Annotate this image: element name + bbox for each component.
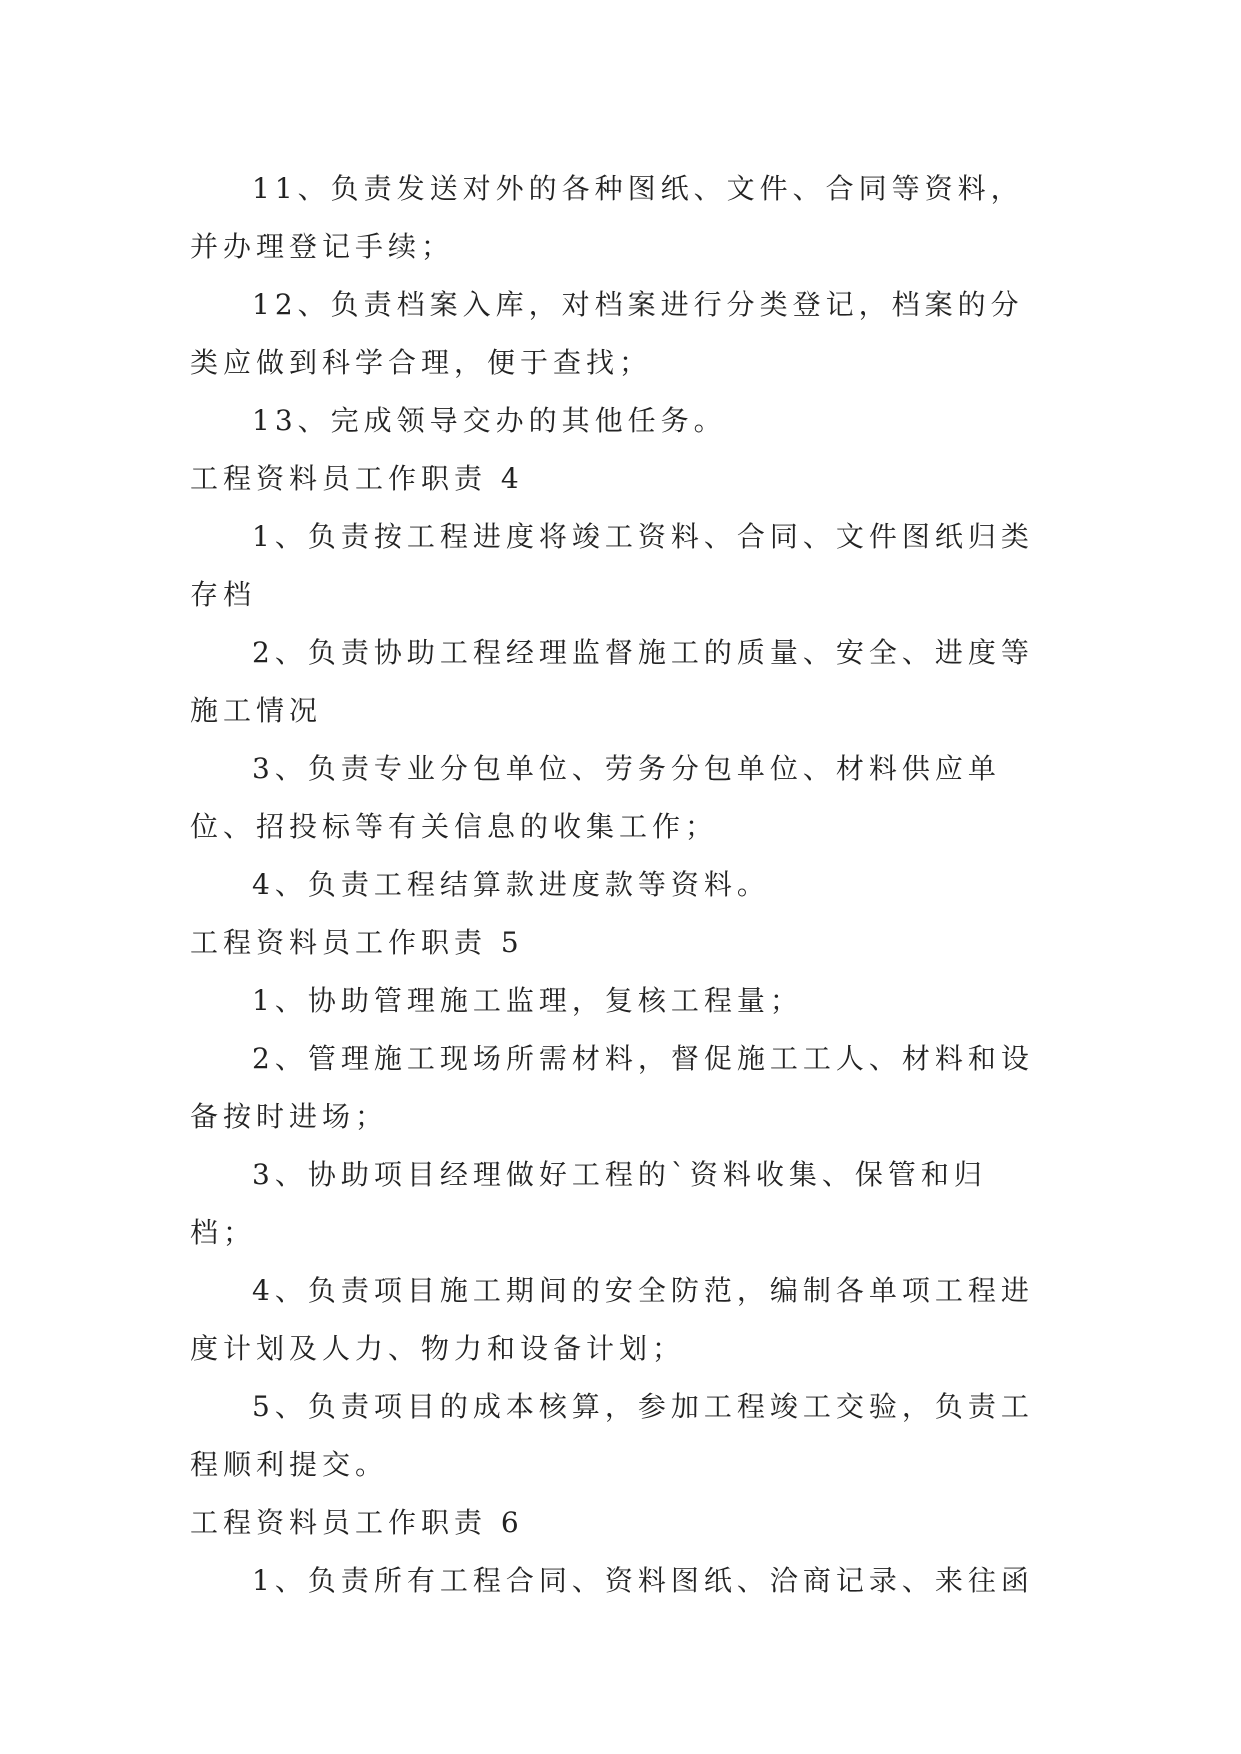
list-item: 1、负责按工程进度将竣工资料、合同、文件图纸归类存档 — [190, 520, 1034, 611]
list-item: 3、负责专业分包单位、劳务分包单位、材料供应单位、招投标等有关信息的收集工作； — [190, 752, 1001, 843]
list-item: 11、负责发送对外的各种图纸、文件、合同等资料，并办理登记手续； — [190, 172, 1024, 263]
list-item: 2、管理施工现场所需材料，督促施工工人、材料和设备按时进场； — [190, 1042, 1034, 1133]
list-item: 1、负责所有工程合同、资料图纸、洽商记录、来往函 — [252, 1564, 1034, 1597]
section-heading: 工程资料员工作职责 6 — [190, 1506, 524, 1539]
section-heading: 工程资料员工作职责 4 — [190, 462, 524, 495]
list-item: 1、协助管理施工监理，复核工程量； — [252, 984, 803, 1017]
list-item: 4、负责工程结算款进度款等资料。 — [252, 868, 770, 901]
document-body — [190, 160, 1050, 1610]
list-item: 12、负责档案入库，对档案进行分类登记，档案的分类应做到科学合理，便于查找； — [190, 288, 1024, 379]
list-item: 2、负责协助工程经理监督施工的质量、安全、进度等施工情况 — [190, 636, 1034, 727]
list-item: 5、负责项目的成本核算，参加工程竣工交验，负责工程顺利提交。 — [190, 1390, 1034, 1481]
list-item: 3、协助项目经理做好工程的`资料收集、保管和归档； — [190, 1158, 987, 1249]
list-item: 13、完成领导交办的其他任务。 — [252, 404, 727, 437]
section-heading: 工程资料员工作职责 5 — [190, 926, 524, 959]
list-item: 4、负责项目施工期间的安全防范，编制各单项工程进度计划及人力、物力和设备计划； — [190, 1274, 1034, 1365]
